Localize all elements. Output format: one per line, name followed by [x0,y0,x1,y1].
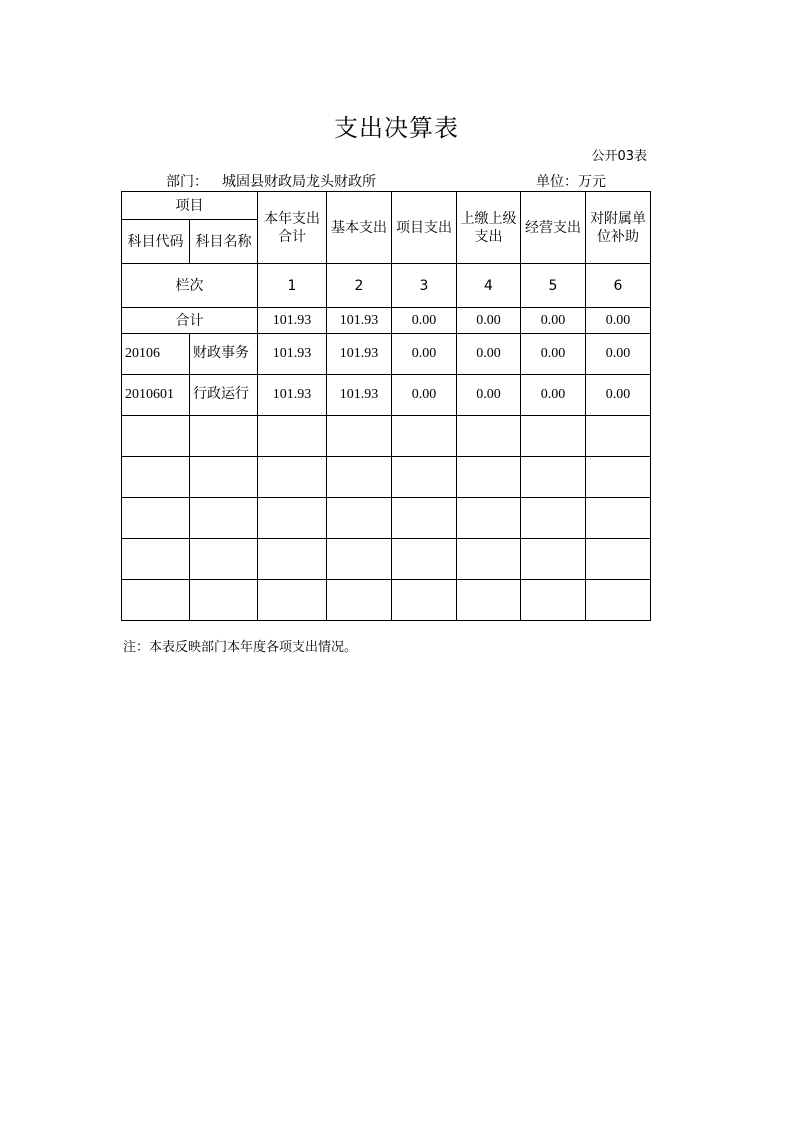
column-number: 4 [457,264,521,308]
empty-cell [521,580,586,621]
total-value: 101.93 [258,308,327,334]
empty-cell [521,539,586,580]
row-value: 0.00 [586,334,651,375]
row-value: 101.93 [258,334,327,375]
empty-cell [392,457,457,498]
row-value: 0.00 [586,375,651,416]
subject-name: 财政事务 [190,334,258,375]
subject-code: 2010601 [122,375,190,416]
header-project-expenditure: 项目支出 [392,192,457,264]
empty-cell [258,457,327,498]
row-value: 0.00 [392,375,457,416]
empty-cell [392,539,457,580]
footnote: 注：本表反映部门本年度各项支出情况。 [123,639,358,654]
table-row [122,334,651,375]
header-remit-upper-expenditure: 上缴上级支出 [457,192,521,264]
empty-cell [122,416,190,457]
empty-cell [258,580,327,621]
empty-cell [327,457,392,498]
empty-cell [258,416,327,457]
empty-cell [392,498,457,539]
empty-cell [457,457,521,498]
department-name: 城固县财政局龙头财政所 [222,174,376,190]
empty-cell [392,580,457,621]
expenditure-table [121,191,651,621]
empty-cell [457,498,521,539]
empty-row [122,416,651,457]
total-value: 101.93 [327,308,392,334]
empty-cell [327,539,392,580]
empty-cell [521,498,586,539]
row-value: 0.00 [521,334,586,375]
empty-cell [122,457,190,498]
header-item: 项目 [122,192,258,220]
column-number: 6 [586,264,651,308]
empty-cell [457,416,521,457]
empty-cell [122,539,190,580]
column-number-row [122,264,651,308]
row-value: 0.00 [457,375,521,416]
empty-cell [392,416,457,457]
row-value: 0.00 [392,334,457,375]
total-row [122,308,651,334]
row-value: 101.93 [327,375,392,416]
empty-cell [586,498,651,539]
empty-cell [327,498,392,539]
total-value: 0.00 [392,308,457,334]
column-number: 1 [258,264,327,308]
empty-cell [327,416,392,457]
header-row-1 [122,192,651,220]
empty-cell [327,580,392,621]
empty-row [122,539,651,580]
form-number: 公开03表 [591,149,647,164]
column-number: 5 [521,264,586,308]
empty-cell [521,457,586,498]
empty-cell [586,580,651,621]
empty-cell [190,580,258,621]
total-value: 0.00 [521,308,586,334]
empty-cell [190,416,258,457]
header-subject-code: 科目代码 [122,220,190,264]
empty-cell [258,539,327,580]
column-number: 2 [327,264,392,308]
row-value: 101.93 [258,375,327,416]
total-value: 0.00 [457,308,521,334]
empty-cell [258,498,327,539]
header-subject-name: 科目名称 [190,220,258,264]
page-title: 支出决算表 [334,114,459,142]
empty-row [122,580,651,621]
empty-cell [122,580,190,621]
empty-cell [586,457,651,498]
empty-cell [122,498,190,539]
row-value: 101.93 [327,334,392,375]
column-number-label: 栏次 [122,264,258,308]
header-basic-expenditure: 基本支出 [327,192,392,264]
empty-cell [586,416,651,457]
header-business-expenditure: 经营支出 [521,192,586,264]
row-value: 0.00 [457,334,521,375]
unit-label: 单位：万元 [536,174,606,190]
empty-cell [190,457,258,498]
subject-code: 20106 [122,334,190,375]
empty-row [122,498,651,539]
empty-cell [521,416,586,457]
table-row [122,375,651,416]
column-number: 3 [392,264,457,308]
header-subsidiary-subsidy: 对附属单位补助 [586,192,651,264]
header-total-expenditure: 本年支出合计 [258,192,327,264]
empty-row [122,457,651,498]
empty-cell [457,580,521,621]
subject-name: 行政运行 [190,375,258,416]
empty-cell [586,539,651,580]
empty-cell [190,539,258,580]
empty-cell [457,539,521,580]
total-label: 合计 [122,308,258,334]
total-value: 0.00 [586,308,651,334]
department-label: 部门： [166,174,208,190]
empty-cell [190,498,258,539]
row-value: 0.00 [521,375,586,416]
